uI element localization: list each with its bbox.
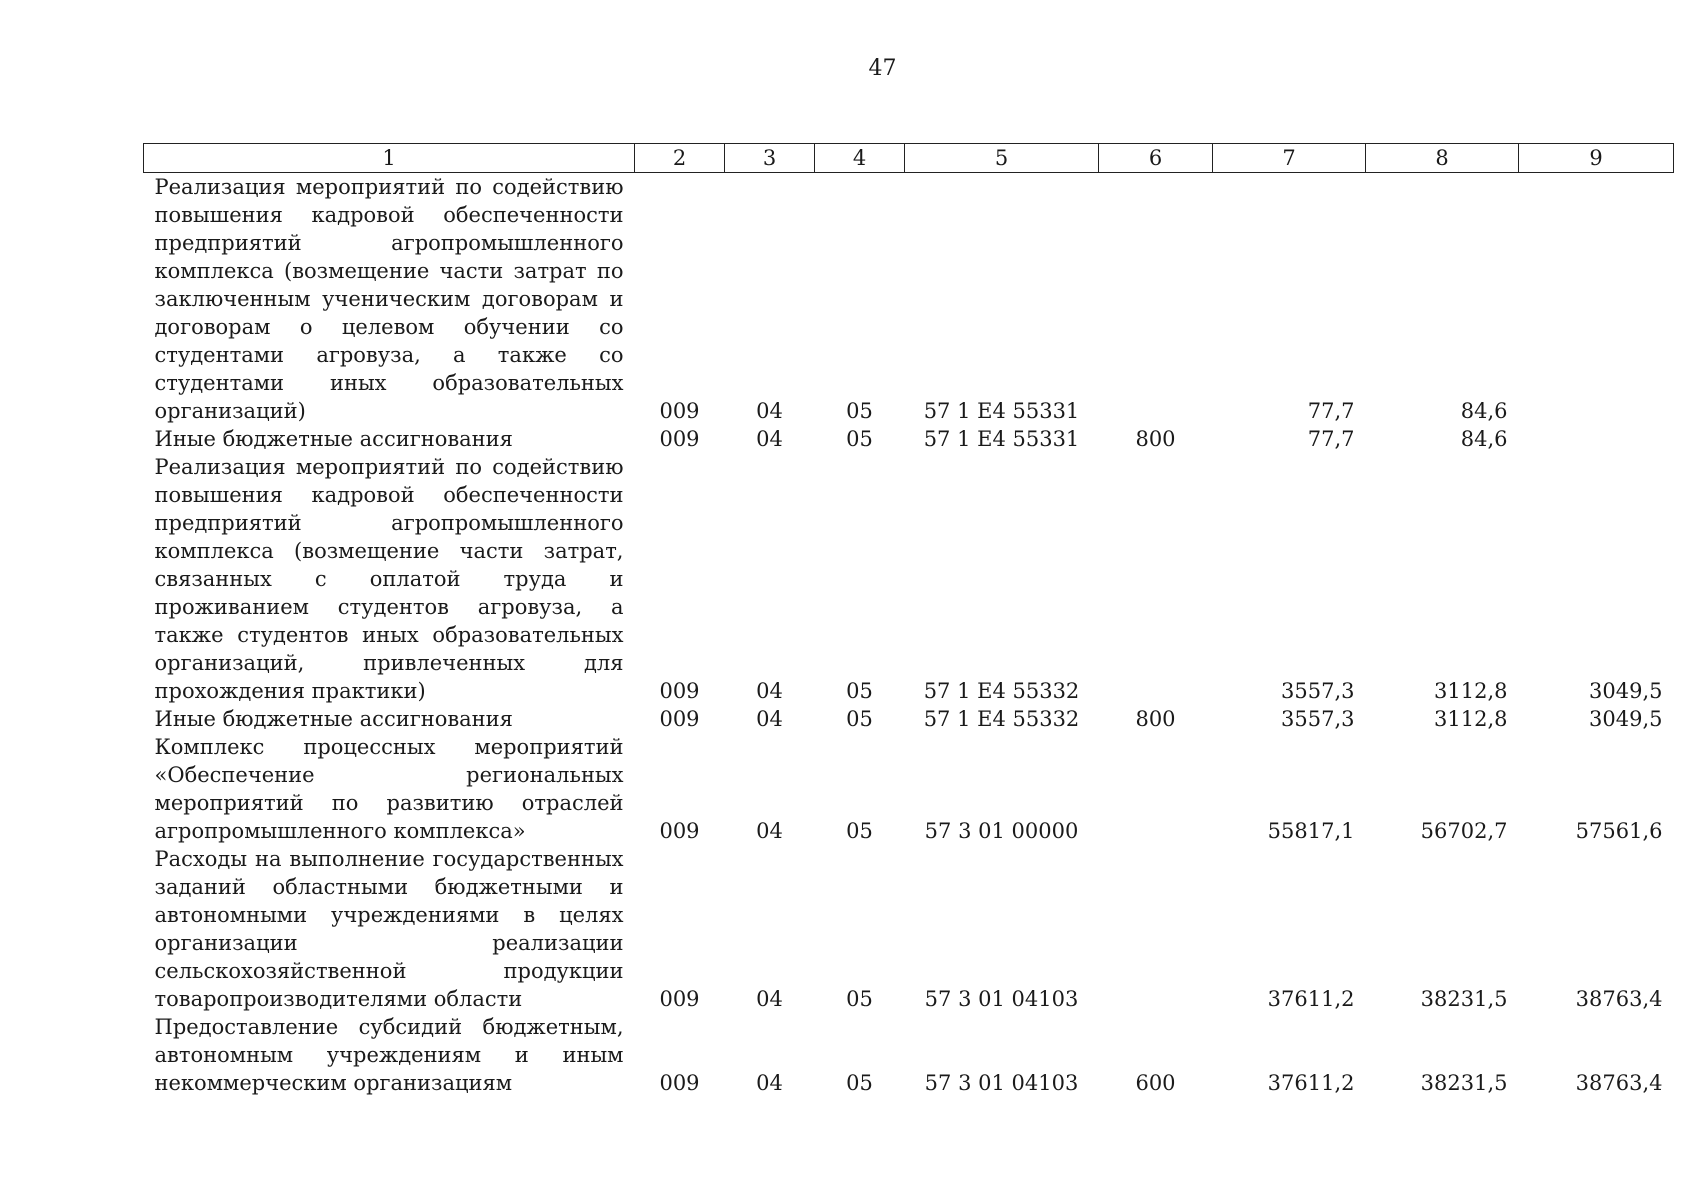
row-target-article: 57 1 Е4 55332 (923, 707, 1080, 731)
row-expense-type (1099, 845, 1213, 1013)
header-col-6: 6 (1099, 144, 1213, 173)
row-section-code: 04 (756, 427, 783, 451)
header-col-4: 4 (815, 144, 905, 173)
row-name: Предоставление субсидий бюджетным, автономным учреждениям и иным некоммерческим организациям (154, 1015, 624, 1095)
table-header (144, 144, 1674, 173)
row-name: Расходы на выполнение государственных заданий областными бюджетными и автономными учреждениями в целях организации реализации сельскохозяйственной продукции товаропроизводителями области (154, 847, 624, 1011)
row-name: Иные бюджетные ассигнования (154, 707, 513, 731)
row-ministry-code: 009 (659, 399, 700, 423)
row-amount-col-9: 57561,6 (1575, 819, 1663, 843)
table-row (144, 425, 1674, 453)
row-target-article: 57 3 01 00000 (924, 819, 1079, 843)
row-amount-col-7: 37611,2 (1267, 1071, 1355, 1095)
row-target-article: 57 3 01 04103 (924, 987, 1079, 1011)
row-expense-type (1099, 733, 1213, 845)
table-row (144, 173, 1674, 426)
row-expense-type: 800 (1135, 707, 1176, 731)
header-col-8: 8 (1366, 144, 1519, 173)
row-amount-col-8: 3112,8 (1434, 707, 1508, 731)
row-subsection-code: 05 (846, 679, 873, 703)
budget-table (143, 143, 1674, 1097)
row-ministry-code: 009 (659, 1071, 700, 1095)
row-subsection-code: 05 (846, 427, 873, 451)
row-section-code: 04 (756, 987, 783, 1011)
row-amount-col-7: 3557,3 (1281, 707, 1355, 731)
row-ministry-code: 009 (659, 679, 700, 703)
header-row (144, 144, 1674, 173)
row-target-article: 57 1 Е4 55332 (923, 679, 1080, 703)
table-row (144, 845, 1674, 1013)
row-name: Реализация мероприятий по содействию повышения кадровой обеспеченности предприятий агропромышленного комплекса (возмещение части затрат, связанных с оплатой труда и проживанием студентов агровуза, а также студентов иных образовательных организаций, привлеченных для прохождения практики) (154, 455, 624, 703)
row-ministry-code: 009 (659, 987, 700, 1011)
row-section-code: 04 (756, 399, 783, 423)
row-amount-col-7: 77,7 (1307, 427, 1355, 451)
row-amount-col-8: 3112,8 (1434, 679, 1508, 703)
row-amount-col-9: 3049,5 (1589, 679, 1663, 703)
table-body (144, 173, 1674, 1098)
table-row (144, 733, 1674, 845)
row-section-code: 04 (756, 819, 783, 843)
row-amount-col-7: 37611,2 (1267, 987, 1355, 1011)
row-amount-col-7: 77,7 (1307, 399, 1355, 423)
row-ministry-code: 009 (659, 819, 700, 843)
row-amount-col-9: 3049,5 (1589, 707, 1663, 731)
row-ministry-code: 009 (659, 707, 700, 731)
header-col-7: 7 (1213, 144, 1366, 173)
header-col-5: 5 (905, 144, 1099, 173)
row-amount-col-8: 38231,5 (1420, 987, 1508, 1011)
row-section-code: 04 (756, 1071, 783, 1095)
row-subsection-code: 05 (846, 707, 873, 731)
row-amount-col-7: 55817,1 (1267, 819, 1355, 843)
row-amount-col-9 (1519, 425, 1674, 453)
header-col-2: 2 (635, 144, 725, 173)
row-expense-type: 800 (1135, 427, 1176, 451)
row-expense-type (1099, 453, 1213, 705)
page-number: 47 (868, 56, 897, 81)
row-amount-col-9 (1519, 173, 1674, 426)
header-col-1: 1 (144, 144, 635, 173)
row-amount-col-7: 3557,3 (1281, 679, 1355, 703)
row-amount-col-8: 84,6 (1460, 399, 1508, 423)
header-col-9: 9 (1519, 144, 1674, 173)
row-amount-col-8: 84,6 (1460, 427, 1508, 451)
table-row (144, 705, 1674, 733)
header-col-3: 3 (725, 144, 815, 173)
row-name: Комплекс процессных мероприятий «Обеспечение региональных мероприятий по развитию отраслей агропромышленного комплекса» (154, 735, 624, 843)
row-subsection-code: 05 (846, 399, 873, 423)
row-amount-col-9: 38763,4 (1575, 1071, 1663, 1095)
row-target-article: 57 1 Е4 55331 (923, 399, 1080, 423)
row-subsection-code: 05 (846, 1071, 873, 1095)
row-expense-type: 600 (1135, 1071, 1176, 1095)
row-name: Реализация мероприятий по содействию повышения кадровой обеспеченности предприятий агропромышленного комплекса (возмещение части затрат по заключенным ученическим договорам и договорам о целевом обучении со студентами агровуза, а также со студентами иных образовательных организаций) (154, 175, 624, 423)
row-ministry-code: 009 (659, 427, 700, 451)
row-section-code: 04 (756, 707, 783, 731)
row-target-article: 57 3 01 04103 (924, 1071, 1079, 1095)
row-target-article: 57 1 Е4 55331 (923, 427, 1080, 451)
row-amount-col-8: 56702,7 (1420, 819, 1508, 843)
row-amount-col-8: 38231,5 (1420, 1071, 1508, 1095)
table-row (144, 1013, 1674, 1097)
row-amount-col-9: 38763,4 (1575, 987, 1663, 1011)
row-subsection-code: 05 (846, 987, 873, 1011)
row-section-code: 04 (756, 679, 783, 703)
row-expense-type (1099, 173, 1213, 426)
row-subsection-code: 05 (846, 819, 873, 843)
row-name: Иные бюджетные ассигнования (154, 427, 513, 451)
table-row (144, 453, 1674, 705)
